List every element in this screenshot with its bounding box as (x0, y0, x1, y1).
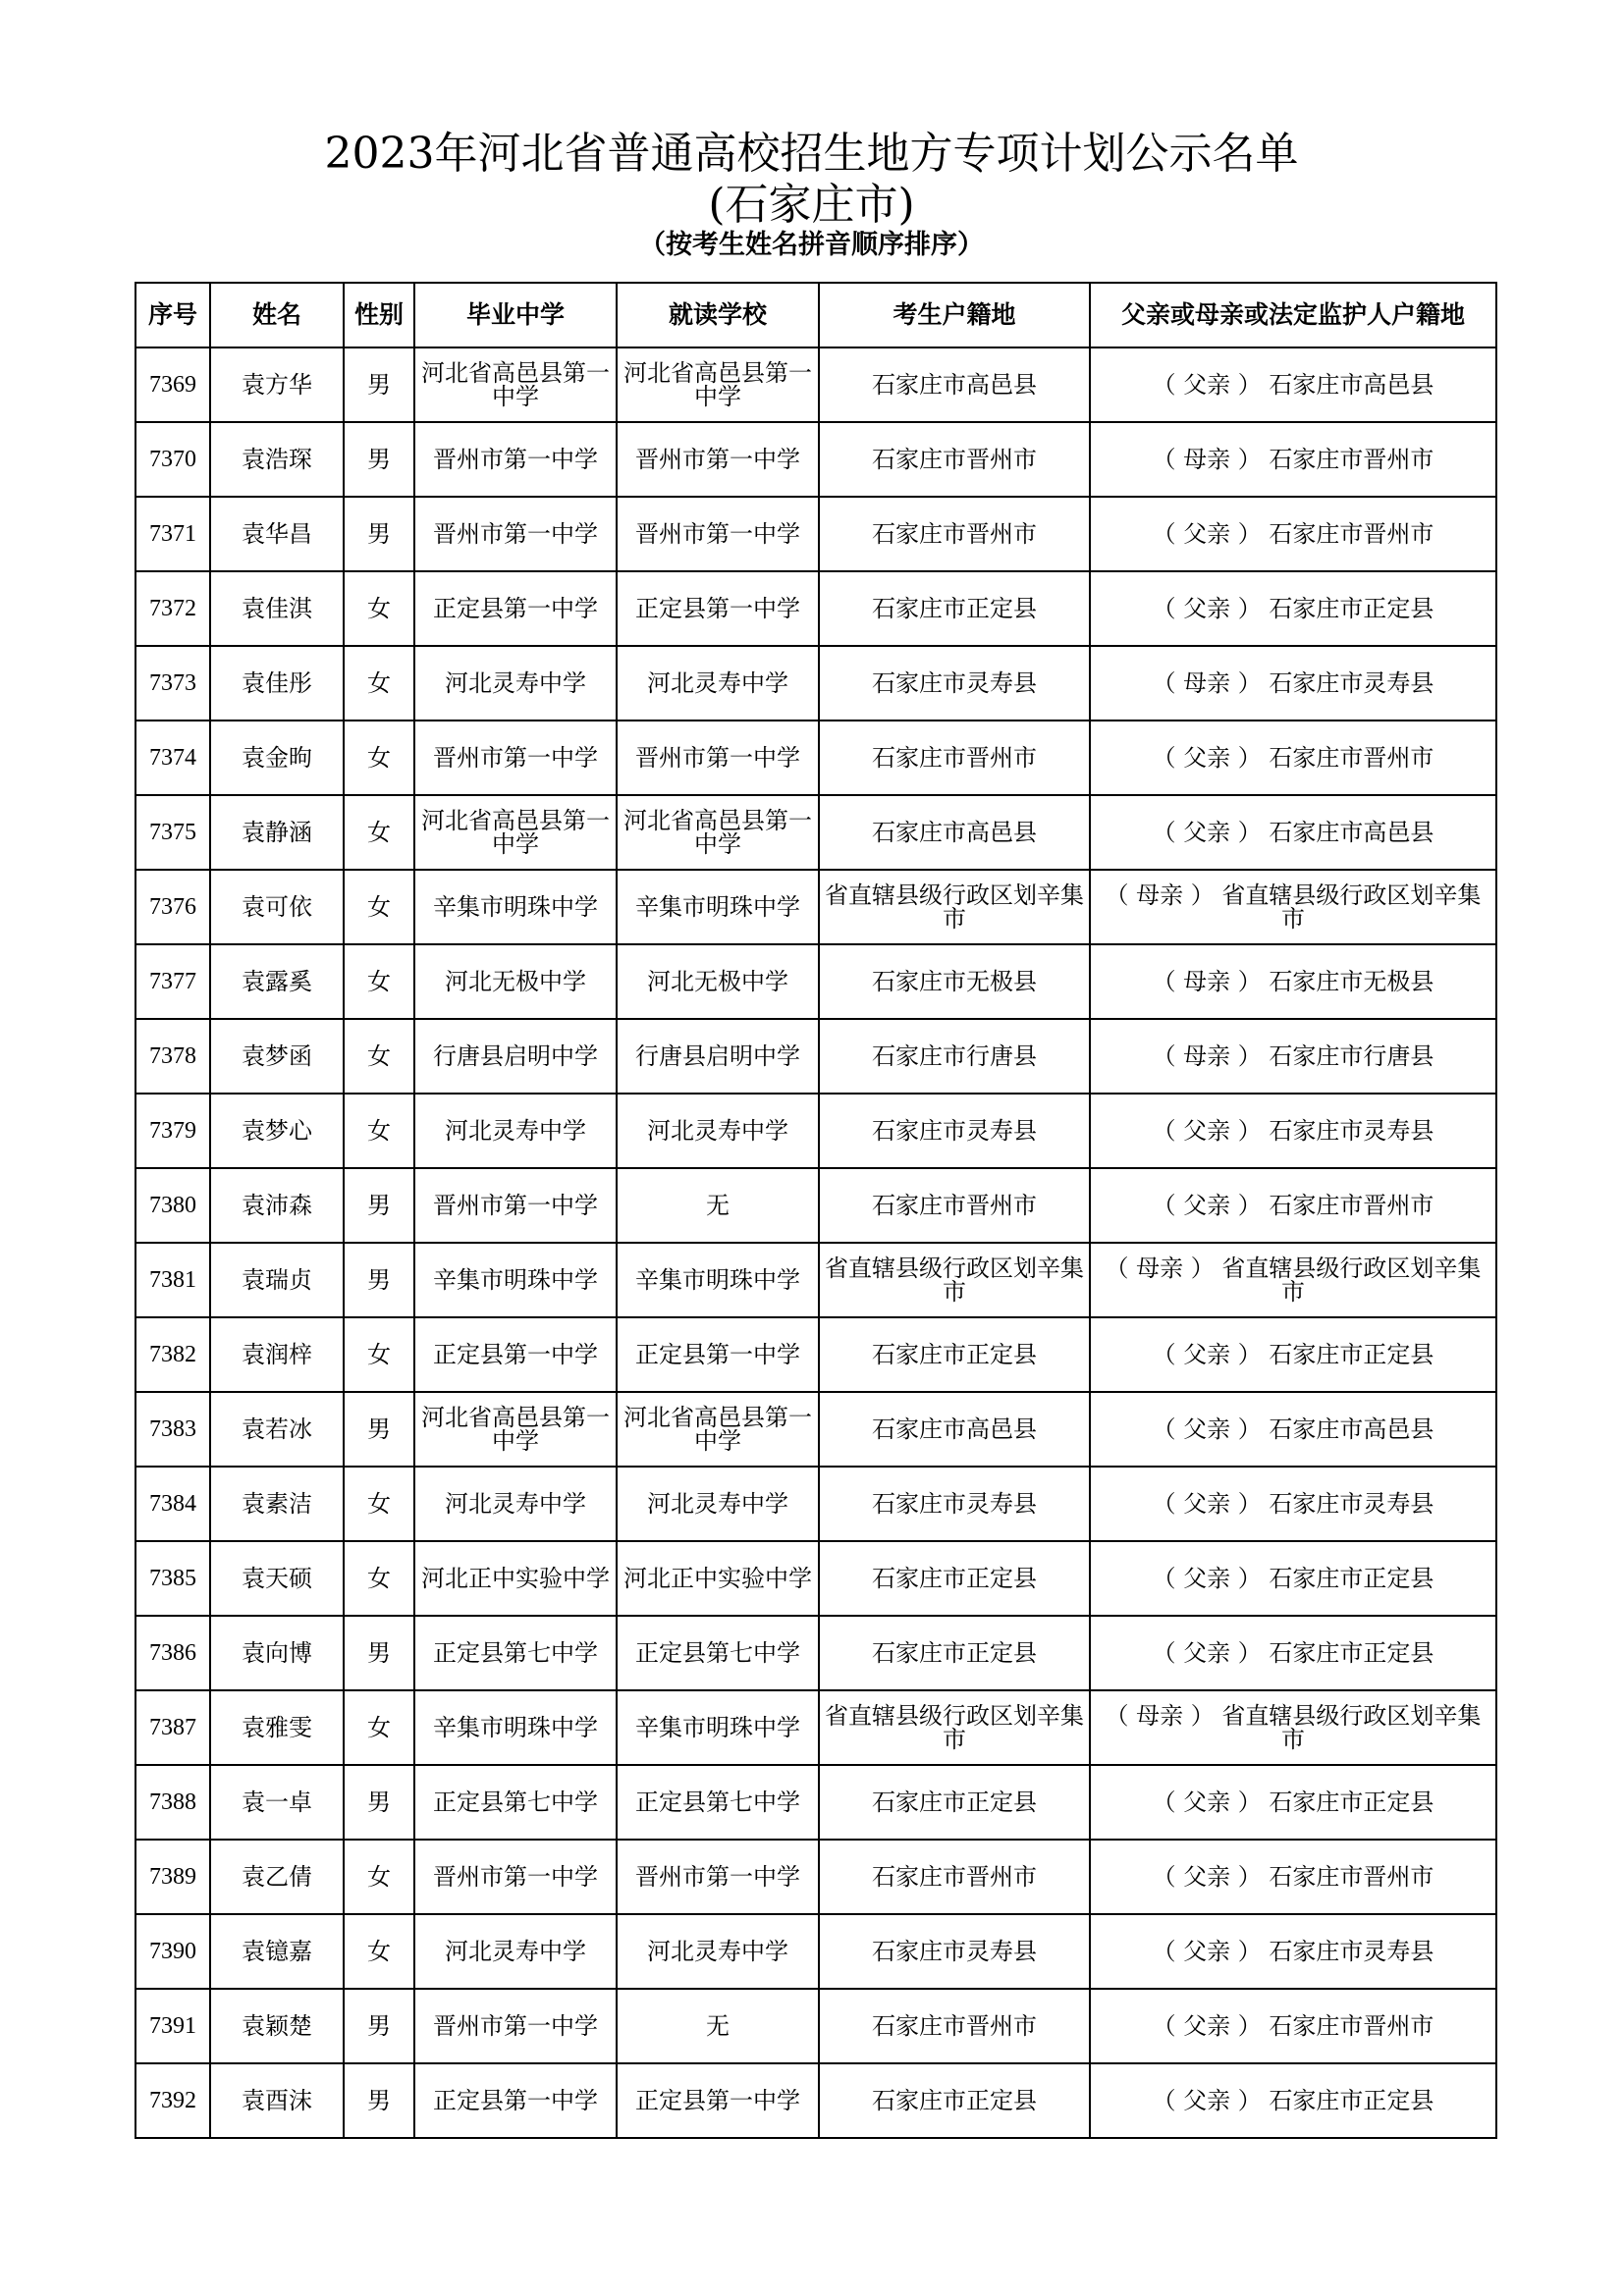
cell-gender: 女 (344, 1914, 414, 1989)
cell-name: 袁浩琛 (210, 422, 344, 497)
cell-grad-school: 晋州市第一中学 (414, 1840, 617, 1914)
table-row (135, 1243, 1496, 1317)
cell-parent-residence: （ 父亲 ） 石家庄市晋州市 (1090, 1989, 1496, 2063)
cell-parent-residence: （ 父亲 ） 石家庄市晋州市 (1090, 721, 1496, 795)
cell-seq: 7389 (135, 1840, 210, 1914)
cell-parent-residence: （ 父亲 ） 石家庄市灵寿县 (1090, 1914, 1496, 1989)
cell-grad-school: 晋州市第一中学 (414, 1168, 617, 1243)
table-row (135, 497, 1496, 571)
cell-grad-school: 正定县第七中学 (414, 1616, 617, 1690)
cell-grad-school: 辛集市明珠中学 (414, 870, 617, 944)
cell-gender: 女 (344, 795, 414, 870)
cell-parent-residence: （ 父亲 ） 石家庄市灵寿县 (1090, 1467, 1496, 1541)
cell-parent-residence: （ 母亲 ） 石家庄市晋州市 (1090, 422, 1496, 497)
cell-gender: 男 (344, 1989, 414, 2063)
cell-gender: 女 (344, 870, 414, 944)
table-row (135, 721, 1496, 795)
cell-gender: 男 (344, 422, 414, 497)
cell-grad-school: 河北灵寿中学 (414, 646, 617, 721)
cell-residence: 石家庄市晋州市 (819, 1840, 1090, 1914)
cell-current-school: 晋州市第一中学 (617, 1840, 819, 1914)
cell-seq: 7387 (135, 1690, 210, 1765)
cell-seq: 7375 (135, 795, 210, 870)
cell-residence: 石家庄市灵寿县 (819, 646, 1090, 721)
cell-name: 袁颖楚 (210, 1989, 344, 2063)
cell-current-school: 河北灵寿中学 (617, 646, 819, 721)
cell-name: 袁方华 (210, 347, 344, 422)
cell-seq: 7384 (135, 1467, 210, 1541)
cell-residence: 石家庄市无极县 (819, 944, 1090, 1019)
cell-current-school: 无 (617, 1168, 819, 1243)
cell-name: 袁乙倩 (210, 1840, 344, 1914)
cell-current-school: 行唐县启明中学 (617, 1019, 819, 1094)
table-row (135, 1019, 1496, 1094)
cell-gender: 男 (344, 1243, 414, 1317)
table-row (135, 1616, 1496, 1690)
cell-grad-school: 河北省高邑县第一中学 (414, 347, 617, 422)
cell-current-school: 河北灵寿中学 (617, 1467, 819, 1541)
cell-name: 袁一卓 (210, 1765, 344, 1840)
table-row (135, 1840, 1496, 1914)
cell-grad-school: 辛集市明珠中学 (414, 1243, 617, 1317)
cell-gender: 女 (344, 646, 414, 721)
cell-grad-school: 晋州市第一中学 (414, 422, 617, 497)
cell-residence: 石家庄市灵寿县 (819, 1467, 1090, 1541)
document-subtitle: (石家庄市) (708, 180, 915, 230)
cell-parent-residence: （ 父亲 ） 石家庄市高邑县 (1090, 795, 1496, 870)
cell-name: 袁若冰 (210, 1392, 344, 1467)
table-row (135, 422, 1496, 497)
cell-name: 袁佳彤 (210, 646, 344, 721)
cell-residence: 石家庄市晋州市 (819, 497, 1090, 571)
cell-residence: 石家庄市正定县 (819, 571, 1090, 646)
cell-grad-school: 河北灵寿中学 (414, 1094, 617, 1168)
cell-grad-school: 晋州市第一中学 (414, 1989, 617, 2063)
cell-residence: 省直辖县级行政区划辛集市 (819, 870, 1090, 944)
cell-seq: 7371 (135, 497, 210, 571)
cell-seq: 7388 (135, 1765, 210, 1840)
cell-seq: 7370 (135, 422, 210, 497)
cell-gender: 女 (344, 1840, 414, 1914)
header-row (135, 283, 1496, 347)
cell-current-school: 河北省高邑县第一中学 (617, 347, 819, 422)
cell-seq: 7392 (135, 2063, 210, 2138)
cell-gender: 女 (344, 1019, 414, 1094)
cell-residence: 石家庄市晋州市 (819, 1989, 1090, 2063)
cell-current-school: 河北无极中学 (617, 944, 819, 1019)
cell-grad-school: 河北省高邑县第一中学 (414, 795, 617, 870)
cell-parent-residence: （ 父亲 ） 石家庄市灵寿县 (1090, 1094, 1496, 1168)
cell-grad-school: 辛集市明珠中学 (414, 1690, 617, 1765)
cell-seq: 7377 (135, 944, 210, 1019)
cell-current-school: 河北灵寿中学 (617, 1094, 819, 1168)
cell-gender: 女 (344, 1094, 414, 1168)
cell-grad-school: 河北省高邑县第一中学 (414, 1392, 617, 1467)
cell-residence: 石家庄市正定县 (819, 1616, 1090, 1690)
cell-name: 袁素洁 (210, 1467, 344, 1541)
cell-current-school: 晋州市第一中学 (617, 497, 819, 571)
cell-current-school: 河北省高邑县第一中学 (617, 1392, 819, 1467)
column-header-residence: 考生户籍地 (819, 283, 1090, 347)
cell-current-school: 晋州市第一中学 (617, 422, 819, 497)
table-row (135, 1168, 1496, 1243)
cell-name: 袁可依 (210, 870, 344, 944)
cell-parent-residence: （ 父亲 ） 石家庄市正定县 (1090, 2063, 1496, 2138)
cell-gender: 男 (344, 2063, 414, 2138)
table-row (135, 1541, 1496, 1616)
cell-current-school: 晋州市第一中学 (617, 721, 819, 795)
cell-current-school: 辛集市明珠中学 (617, 870, 819, 944)
cell-current-school: 河北正中实验中学 (617, 1541, 819, 1616)
cell-name: 袁梦函 (210, 1019, 344, 1094)
table-row (135, 571, 1496, 646)
column-header-gender: 性别 (344, 283, 414, 347)
cell-seq: 7373 (135, 646, 210, 721)
cell-name: 袁雅雯 (210, 1690, 344, 1765)
roster-table (135, 282, 1497, 2139)
cell-gender: 男 (344, 347, 414, 422)
cell-residence: 石家庄市正定县 (819, 1317, 1090, 1392)
cell-name: 袁梦心 (210, 1094, 344, 1168)
table-row (135, 646, 1496, 721)
cell-parent-residence: （ 父亲 ） 石家庄市高邑县 (1090, 1392, 1496, 1467)
cell-parent-residence: （ 母亲 ） 石家庄市行唐县 (1090, 1019, 1496, 1094)
cell-grad-school: 河北灵寿中学 (414, 1467, 617, 1541)
table-row (135, 1765, 1496, 1840)
cell-current-school: 正定县第七中学 (617, 1616, 819, 1690)
cell-grad-school: 河北灵寿中学 (414, 1914, 617, 1989)
cell-residence: 石家庄市晋州市 (819, 721, 1090, 795)
cell-seq: 7381 (135, 1243, 210, 1317)
cell-parent-residence: （ 父亲 ） 石家庄市正定县 (1090, 1616, 1496, 1690)
table-row (135, 870, 1496, 944)
cell-current-school: 正定县第一中学 (617, 2063, 819, 2138)
cell-parent-residence: （ 父亲 ） 石家庄市正定县 (1090, 1765, 1496, 1840)
cell-seq: 7372 (135, 571, 210, 646)
cell-current-school: 辛集市明珠中学 (617, 1243, 819, 1317)
cell-current-school: 正定县第七中学 (617, 1765, 819, 1840)
cell-name: 袁向博 (210, 1616, 344, 1690)
cell-residence: 石家庄市灵寿县 (819, 1094, 1090, 1168)
cell-seq: 7382 (135, 1317, 210, 1392)
cell-seq: 7385 (135, 1541, 210, 1616)
cell-grad-school: 正定县第一中学 (414, 2063, 617, 2138)
cell-current-school: 无 (617, 1989, 819, 2063)
table-row (135, 1914, 1496, 1989)
cell-seq: 7386 (135, 1616, 210, 1690)
cell-gender: 男 (344, 497, 414, 571)
cell-current-school: 河北灵寿中学 (617, 1914, 819, 1989)
cell-residence: 石家庄市灵寿县 (819, 1914, 1090, 1989)
cell-name: 袁酉沫 (210, 2063, 344, 2138)
table-row (135, 944, 1496, 1019)
cell-grad-school: 晋州市第一中学 (414, 497, 617, 571)
table-row (135, 347, 1496, 422)
cell-gender: 男 (344, 1616, 414, 1690)
cell-grad-school: 河北正中实验中学 (414, 1541, 617, 1616)
cell-grad-school: 河北无极中学 (414, 944, 617, 1019)
cell-seq: 7369 (135, 347, 210, 422)
column-header-name: 姓名 (210, 283, 344, 347)
cell-residence: 石家庄市正定县 (819, 2063, 1090, 2138)
cell-parent-residence: （ 母亲 ） 省直辖县级行政区划辛集市 (1090, 1243, 1496, 1317)
table-row (135, 1989, 1496, 2063)
cell-parent-residence: （ 父亲 ） 石家庄市正定县 (1090, 571, 1496, 646)
table-row (135, 1392, 1496, 1467)
cell-grad-school: 晋州市第一中学 (414, 721, 617, 795)
column-header-parent-residence: 父亲或母亲或法定监护人户籍地 (1090, 283, 1496, 347)
table-row (135, 795, 1496, 870)
cell-gender: 女 (344, 1317, 414, 1392)
cell-name: 袁露奚 (210, 944, 344, 1019)
cell-gender: 女 (344, 944, 414, 1019)
cell-name: 袁镱嘉 (210, 1914, 344, 1989)
cell-name: 袁沛森 (210, 1168, 344, 1243)
cell-parent-residence: （ 父亲 ） 石家庄市晋州市 (1090, 1168, 1496, 1243)
cell-gender: 男 (344, 1765, 414, 1840)
cell-residence: 省直辖县级行政区划辛集市 (819, 1243, 1090, 1317)
cell-name: 袁润梓 (210, 1317, 344, 1392)
cell-gender: 女 (344, 1690, 414, 1765)
cell-seq: 7380 (135, 1168, 210, 1243)
cell-current-school: 正定县第一中学 (617, 1317, 819, 1392)
cell-gender: 男 (344, 1168, 414, 1243)
cell-residence: 省直辖县级行政区划辛集市 (819, 1690, 1090, 1765)
cell-name: 袁华昌 (210, 497, 344, 571)
column-header-grad-school: 毕业中学 (414, 283, 617, 347)
table-row (135, 2063, 1496, 2138)
cell-residence: 石家庄市高邑县 (819, 1392, 1090, 1467)
cell-parent-residence: （ 母亲 ） 省直辖县级行政区划辛集市 (1090, 870, 1496, 944)
cell-name: 袁静涵 (210, 795, 344, 870)
cell-parent-residence: （ 母亲 ） 石家庄市灵寿县 (1090, 646, 1496, 721)
cell-residence: 石家庄市晋州市 (819, 422, 1090, 497)
cell-gender: 女 (344, 721, 414, 795)
cell-grad-school: 行唐县启明中学 (414, 1019, 617, 1094)
column-header-current-school: 就读学校 (617, 283, 819, 347)
cell-current-school: 河北省高邑县第一中学 (617, 795, 819, 870)
cell-gender: 女 (344, 1467, 414, 1541)
cell-grad-school: 正定县第一中学 (414, 571, 617, 646)
cell-name: 袁天硕 (210, 1541, 344, 1616)
table-row (135, 1094, 1496, 1168)
cell-seq: 7383 (135, 1392, 210, 1467)
cell-residence: 石家庄市正定县 (819, 1541, 1090, 1616)
cell-residence: 石家庄市高邑县 (819, 347, 1090, 422)
table-row (135, 1690, 1496, 1765)
cell-residence: 石家庄市正定县 (819, 1765, 1090, 1840)
cell-gender: 女 (344, 571, 414, 646)
roster-body (135, 347, 1496, 2138)
cell-current-school: 正定县第一中学 (617, 571, 819, 646)
cell-parent-residence: （ 母亲 ） 石家庄市无极县 (1090, 944, 1496, 1019)
cell-seq: 7391 (135, 1989, 210, 2063)
cell-residence: 石家庄市行唐县 (819, 1019, 1090, 1094)
cell-parent-residence: （ 父亲 ） 石家庄市高邑县 (1090, 347, 1496, 422)
cell-parent-residence: （ 父亲 ） 石家庄市正定县 (1090, 1317, 1496, 1392)
cell-current-school: 辛集市明珠中学 (617, 1690, 819, 1765)
cell-parent-residence: （ 母亲 ） 省直辖县级行政区划辛集市 (1090, 1690, 1496, 1765)
cell-name: 袁金昫 (210, 721, 344, 795)
sort-note: （按考生姓名拼音顺序排序） (639, 230, 984, 260)
table-row (135, 1317, 1496, 1392)
cell-name: 袁佳淇 (210, 571, 344, 646)
table-row (135, 1467, 1496, 1541)
cell-parent-residence: （ 父亲 ） 石家庄市晋州市 (1090, 497, 1496, 571)
cell-seq: 7376 (135, 870, 210, 944)
cell-gender: 女 (344, 1541, 414, 1616)
cell-seq: 7379 (135, 1094, 210, 1168)
cell-name: 袁瑞贞 (210, 1243, 344, 1317)
cell-grad-school: 正定县第一中学 (414, 1317, 617, 1392)
cell-residence: 石家庄市晋州市 (819, 1168, 1090, 1243)
cell-seq: 7374 (135, 721, 210, 795)
cell-residence: 石家庄市高邑县 (819, 795, 1090, 870)
cell-grad-school: 正定县第七中学 (414, 1765, 617, 1840)
document-title: 2023年河北省普通高校招生地方专项计划公示名单 (324, 129, 1299, 179)
cell-seq: 7378 (135, 1019, 210, 1094)
cell-parent-residence: （ 父亲 ） 石家庄市晋州市 (1090, 1840, 1496, 1914)
cell-seq: 7390 (135, 1914, 210, 1989)
cell-gender: 男 (344, 1392, 414, 1467)
column-header-seq: 序号 (135, 283, 210, 347)
cell-parent-residence: （ 父亲 ） 石家庄市正定县 (1090, 1541, 1496, 1616)
